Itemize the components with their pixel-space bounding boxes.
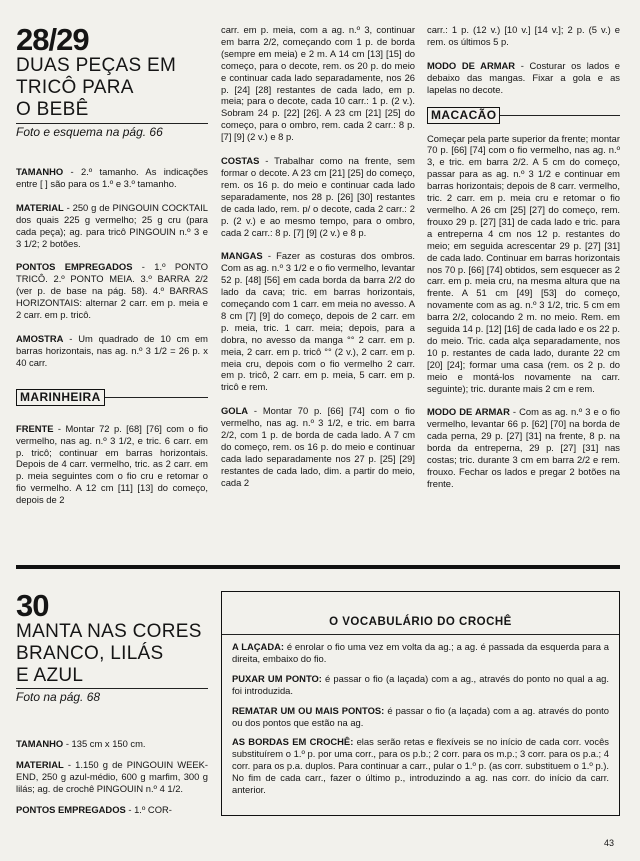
vocabulary-item: REMATAR UM OU MAIS PONTOS: é passar o fio (a laçada) com a ag. através do ponto ou dos pontos que estão na ag. <box>232 704 610 728</box>
vocabulary-item: A LAÇADA: é enrolar o fio uma vez em volta da ag.; a ag. é passada da esquerda para a direita, embaixo do fio. <box>232 641 609 664</box>
title-line: E AZUL <box>16 665 84 686</box>
title-line: O BEBÊ <box>16 99 89 120</box>
tamanho-paragraph: TAMANHO - 135 cm x 150 cm. <box>16 738 146 749</box>
continuation-paragraph: carr. em p. meia, com a ag. n.º 3, continuar em barra 2/2, começando com 1 p. de borda (sempre em meia) e 2 m. A 14 cm [13] [15] do começo, para o decote, rem. os 20 p. do meio e continuar cada lado separadamente, nos 26 p. [24] [28] restantes de cada lado, em p. meia; para o decote, cada 10 carr.: 1 p. (2 v.). Sobram 24 p. [22] [26]. A 23 cm [21] [25] do começo, para o ombro, rem. cada 2 carr.: 8 p. [7] [9] (2 v.) e 8 p. <box>221 24 415 143</box>
continuation-paragraph: carr.: 1 p. (12 v.) [10 v.] [14 v.]; 2 p. (5 v.) e rem. os últimos 5 p. <box>427 24 620 47</box>
pontos-paragraph: PONTOS EMPREGADOS - 1.º COR- <box>16 803 172 815</box>
vocabulary-title: O VOCABULÁRIO DO CROCHÊ <box>329 616 512 628</box>
gola-paragraph: GOLA - Montar 70 p. [66] [74] com o fio vermelho, nas ag. n.º 3 1/2, e tric. em barra 2/2, com 1 p. de borda de cada lado. A 7 cm do começo, rem. os 16 p. do meio e continuar cada lado separadamente nos 27 p. [25] [29] restantes de cada lado, dim. a partir do meio, cada 2 <box>221 405 415 488</box>
column-3 <box>427 24 620 490</box>
pattern-number: 28/29 <box>16 22 89 57</box>
section-divider <box>16 565 620 569</box>
pattern-title <box>16 621 216 687</box>
amostra-paragraph: AMOSTRA - Um quadrado de 10 cm em barras horizontais, nas ag. n.º 3 1/2 = 26 p. x 40 carr. <box>16 332 208 368</box>
modo-armar-paragraph: MODO DE ARMAR - Com as ag. n.º 3 e o fio vermelho, levantar 66 p. [62] [70] na borda de cada perna, 29 p. [27] [31] na frente, 8 p. na borda da entreperna, 29 p. [27] [31] nas costas; tric. durante 3 cm em barra 2/2 e rem. frouxo. Fechar os lados e pregar 2 botões na frente. <box>427 406 620 489</box>
vocabulary-item: PUXAR UM PONTO: é passar o fio (a laçada) com a ag., através do ponto no qual a ag. foi introduzida. <box>232 672 609 696</box>
column-2 <box>221 24 415 489</box>
marinheira-header <box>16 387 208 405</box>
pattern-title <box>16 55 216 121</box>
page-number: 43 <box>604 838 615 848</box>
title-line: BRANCO, LILÁS <box>16 643 164 664</box>
marinheira-heading: MARINHEIRA <box>16 389 105 406</box>
frente-paragraph: FRENTE - Montar 72 p. [68] [76] com o fio vermelho, nas ag. n.º 3 1/2, e tric. 6 carr. em p. tricô; continuar em barras horizontais. Depois de 4 carr. vermelho, tric. as 2 carr. em p. meia seguintes com o fio cru e retomar o fio vermelho. A 12 cm [11] [13] do começo, depois de 2 <box>16 422 208 506</box>
pontos-paragraph: PONTOS EMPREGADOS - 1.º PONTO TRICÔ. 2.º PONTO MEIA. 3.º BARRA 2/2 (ver p. de base na pág. 58). 4.º BARRAS HORIZONTAIS: alternar 2 carr. em p. meia e 2 carr. em p. tricô. <box>16 261 208 321</box>
macacao-paragraph: Começar pela parte superior da frente; montar 70 p. [66] [74] com o fio vermelho, nas ag. n.º 3, e tric. em barra 2/2. A 5 cm do começo, passar para as ag. n.º 3 1/2 e continuar em barras horizontais; depois de 8 carr. vermelho, tric. 2 carr. em p. meia cru e retomar o fio vermelho. A 26 cm [25] [27] do começo, rem. frouxo 29 p. [27] [31] de cada lado e tric. para a entreperna 4 cm nos 12 p. restantes do meio; em seguida acrescentar 29 p. [27] [31] de cada lado. Continuar em barras horizontais nos 70 p. [66] [74] obtidos, sem esquecer as 2 carr. em p. meia cru, na mesma altura que na frente. A 51 cm [49] [53] do começo, novamente com as ag. n.º 3 1/2, tric. 5 cm em barra 2/2, colocando 2 m. no meio. Rem. em seguida 14 p. [12] [16] de cada lado e os 22 p. do meio. Tric. cada alça separadamente, nos 10 p. restantes de cada lado, durante 22 cm [20] [24]; formar uma casa (rem. os 2 p. do meio e montá-los novamente na carr. seguinte); tric. durante mais 2 cm e rem. <box>427 132 620 394</box>
title-line: DUAS PEÇAS EM <box>16 55 177 76</box>
material-paragraph: MATERIAL - 250 g de PINGOUIN COCKTAIL dos quais 225 g vermelho; 25 g cru (para cada peça); ag. para tricô PINGOUIN n.º 3 e 3 1/2; 2 botões. <box>16 201 208 249</box>
title-line: TRICÔ PARA <box>16 77 134 98</box>
macacao-heading: MACACÃO <box>427 107 500 124</box>
tamanho-paragraph: TAMANHO - 2.º tamanho. As indicações entre [ ] são para os 1.º e 3.º tamanho. <box>16 166 208 189</box>
title-line: MANTA NAS CORES <box>16 621 202 642</box>
material-paragraph: MATERIAL - 1.150 g de PINGOUIN WEEK-END, 250 g azul-médio, 600 g marfim, 300 g lilás; ag. de crochê PINGOUIN n.º 4 1/2. <box>16 758 208 794</box>
column-1 <box>16 166 208 506</box>
title-rule <box>16 123 208 124</box>
photo-reference: Foto na pág. 68 <box>16 690 101 704</box>
vocabulary-item: AS BORDAS EM CROCHÊ: elas serão retas e flexíveis se no início de cada corr. vocês substituírem o 1.º p. por uma corr., para os p.b.; 2 corr. para os m.p.; 3 corr. para os p.a.; 4 corr. para os p.a. duplos. Para continuar a carr., pular o 1.º p. (as corr. substituem o 1.º p.). No fim de cada carr., fazer o último p., introduzindo a ag. nas corr. do início da carr. anterior. <box>232 736 609 796</box>
vocabulary-box <box>221 591 620 816</box>
pattern-number: 30 <box>16 588 49 623</box>
photo-reference: Foto e esquema na pág. 66 <box>16 125 163 139</box>
mangas-paragraph: MANGAS - Fazer as costuras dos ombros. Com as ag. n.º 3 1/2 e o fio vermelho, levantar 52 p. [48] [56] em cada borda da barra 2/2 do lado da cava; tric. em barras horizontais, começando com 1 carr. em meia no avesso. A 8 cm [7] [9] do começo, depois de 2 carr. em p. meia, tric. 1 carr. meia; depois, para a dobra, no avesso da manga °° 2 carr. em p. meia, 2 carr. em p. tricô °° (2 v.), 2 carr. em p. meia cru, depois com o fio vermelho 2 carr. em p. tricô, 2 carr. em p. meia, 5 carr. em p. tricô e rem. <box>221 250 415 393</box>
title-rule <box>16 688 208 689</box>
manta-column <box>16 738 208 816</box>
macacao-header <box>427 105 620 123</box>
modo-armar-paragraph: MODO DE ARMAR - Costurar os lados e debaixo das mangas. Fixar a gola e as lapelas no decote. <box>427 59 620 95</box>
costas-paragraph: COSTAS - Trabalhar como na frente, sem formar o decote. A 23 cm [21] [25] do começo, rem. os 16 p. do meio e continuar cada lado separadamente, nos 28 p. [26] [30] restantes de cada lado, rem. p/ o decote, cada 2 carr.: 2 p. (2 v.) e ao mesmo tempo, para o ombro, cada 2 carr.: 8 p. [7] [9] (2 v.) e 8 p. <box>221 155 415 238</box>
